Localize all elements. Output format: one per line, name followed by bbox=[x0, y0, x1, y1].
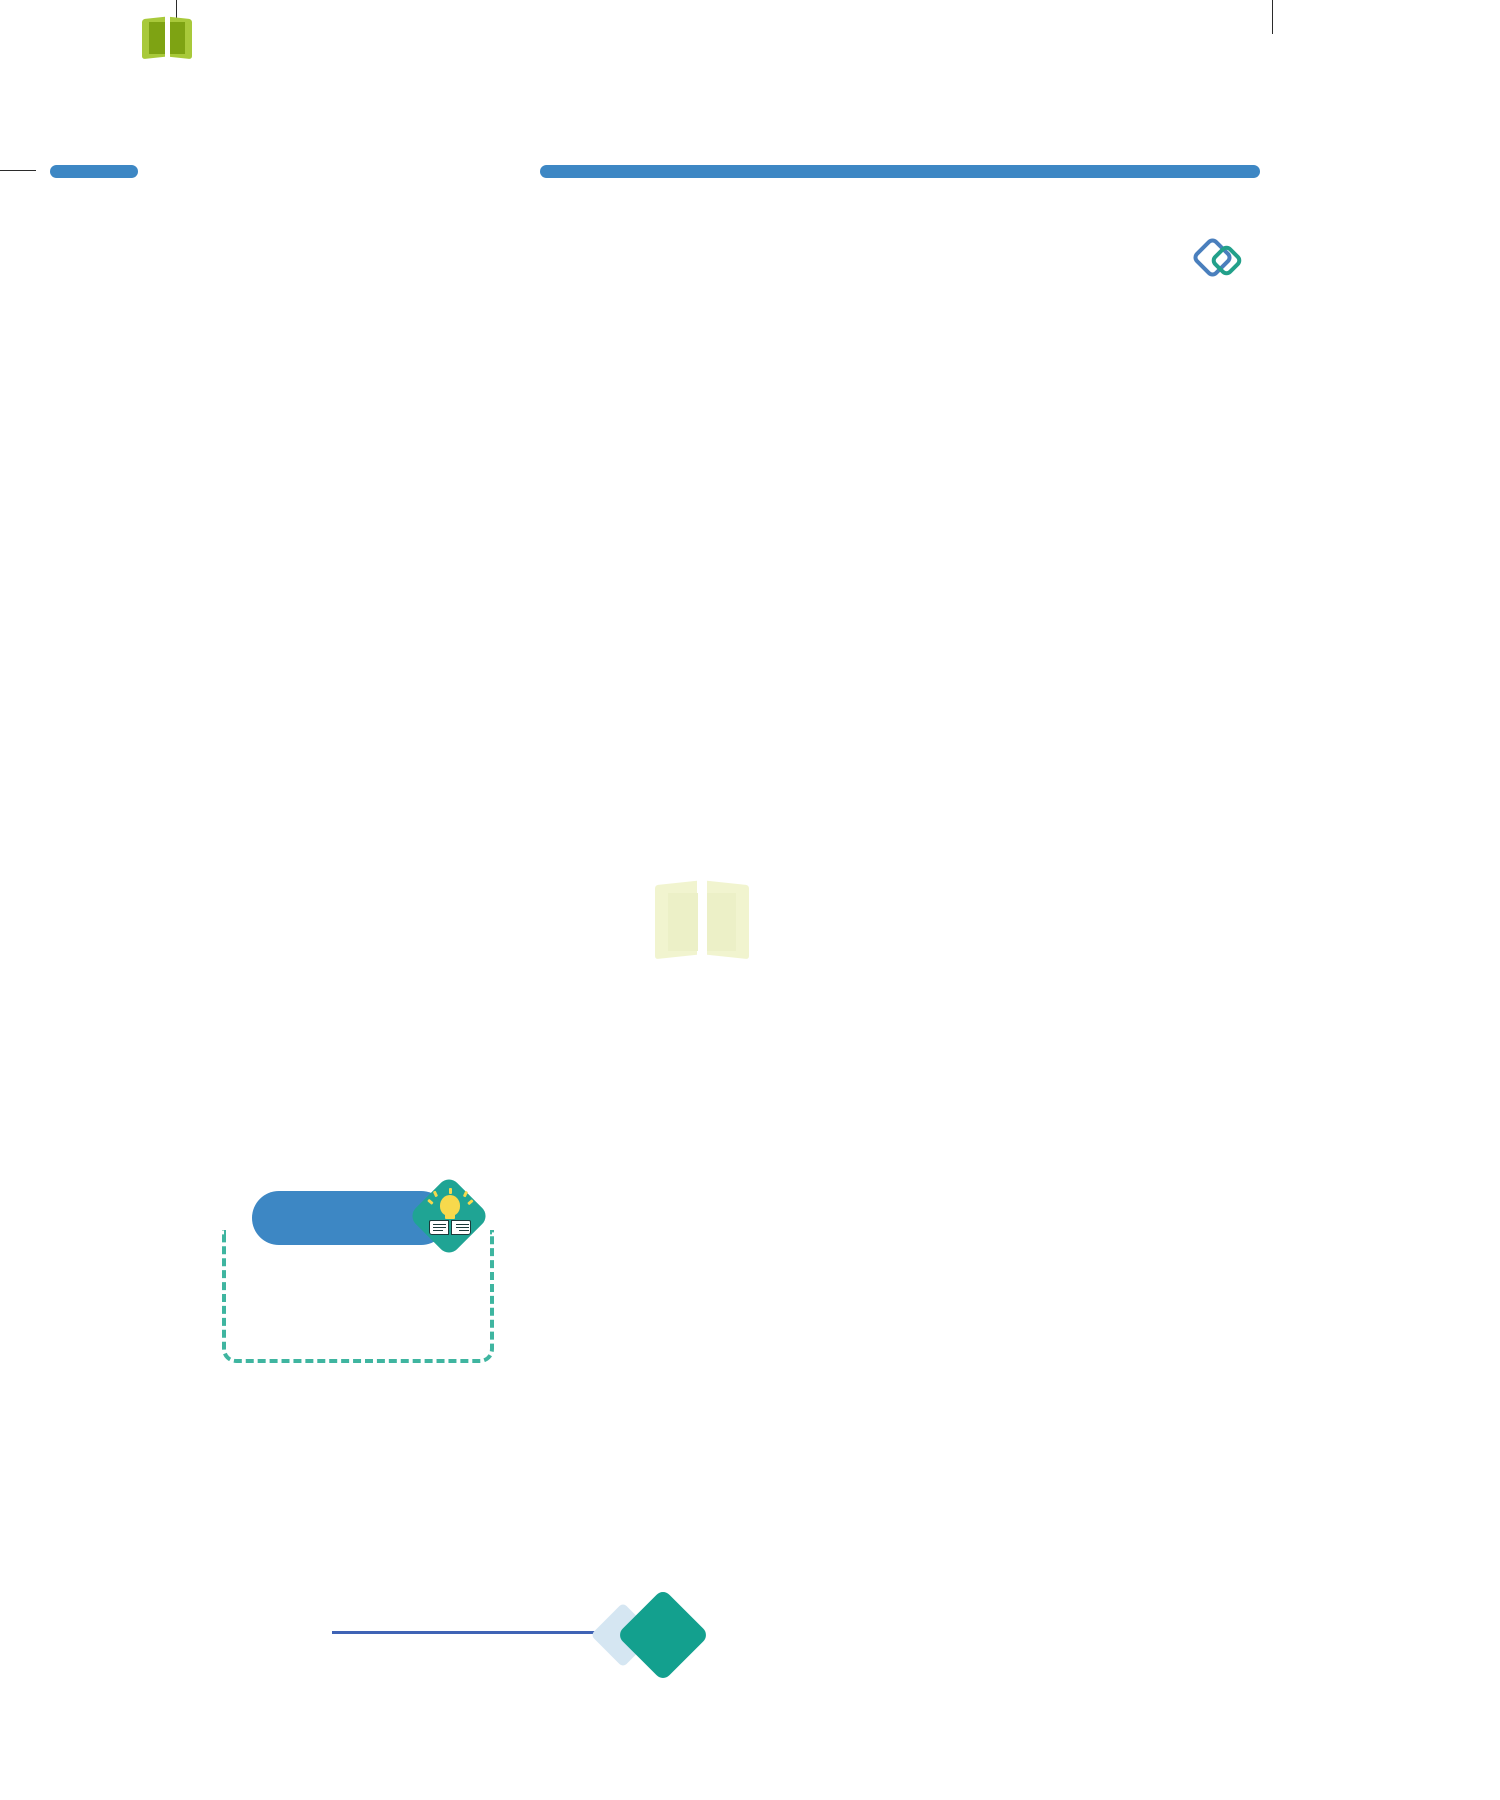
open-book-icon bbox=[141, 8, 193, 62]
header-bar-left bbox=[50, 165, 138, 178]
think-box-float-spacer bbox=[212, 318, 502, 523]
section-heading bbox=[212, 236, 1252, 280]
page-number-text bbox=[630, 1602, 696, 1668]
ministry-of-education-logo bbox=[72, 1553, 322, 1673]
moe-dots-logo bbox=[80, 1553, 270, 1615]
page-number-badge bbox=[600, 1596, 760, 1676]
wajeb-watermark-logo bbox=[8, 4, 193, 66]
header-bar-right bbox=[540, 165, 1260, 178]
think-box-content bbox=[222, 1257, 494, 1267]
think-box bbox=[222, 1185, 512, 1365]
think-box-dashed-border bbox=[222, 1230, 494, 1363]
wajeb-watermark-center bbox=[500, 860, 750, 970]
double-diamond-icon bbox=[1196, 236, 1252, 280]
page-header bbox=[0, 155, 1500, 191]
crop-mark-top-right bbox=[1272, 0, 1273, 34]
footer-rule bbox=[332, 1631, 614, 1634]
open-book-icon-center bbox=[654, 865, 750, 965]
main-content bbox=[212, 236, 1252, 523]
